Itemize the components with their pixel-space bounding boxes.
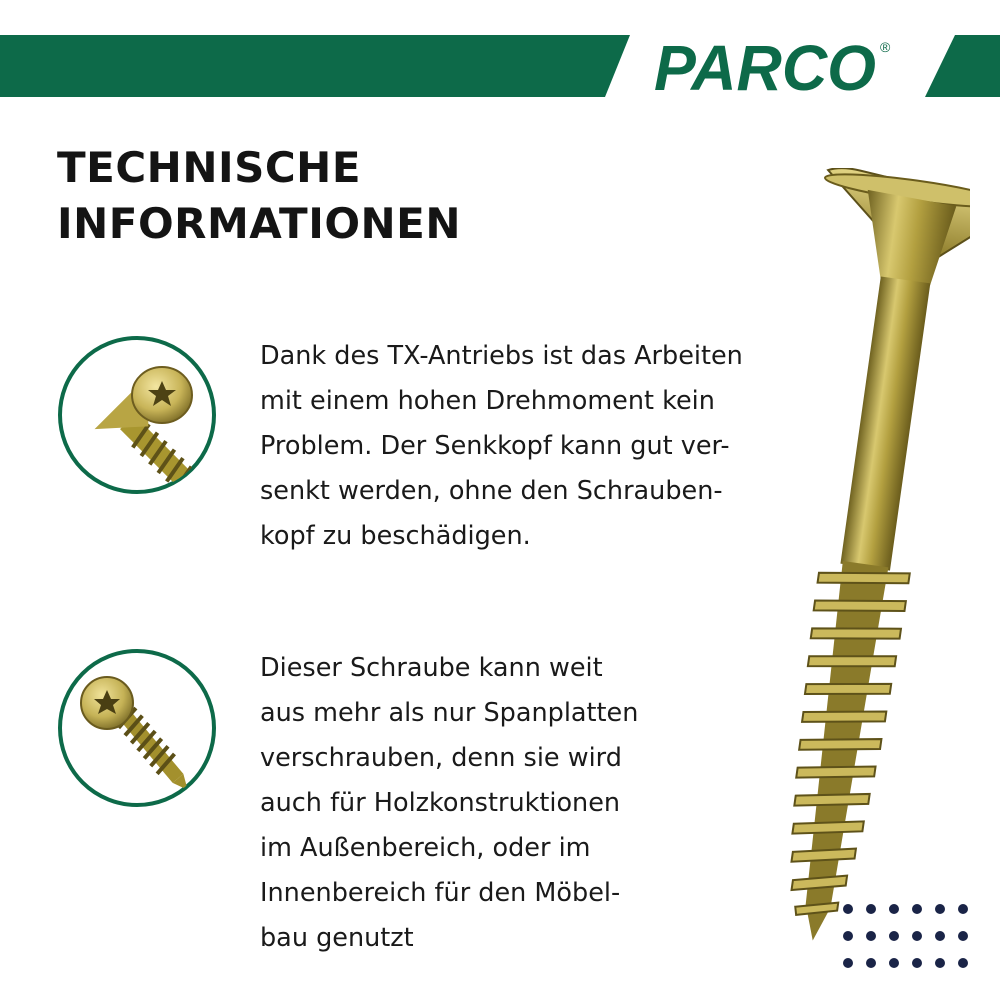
screw-head-closeup-icon: [57, 335, 217, 495]
feature-1-line: Problem. Der Senkkopf kann gut ver-: [260, 431, 730, 461]
decorative-dot-grid: [842, 903, 972, 969]
feature-2-line: Innenbereich für den Möbel-: [260, 878, 621, 908]
page-title: [57, 140, 461, 252]
feature-2-line: bau genutzt: [260, 923, 414, 953]
brand-logo: [650, 34, 910, 98]
feature-2-line: aus mehr als nur Spanplatten: [260, 698, 639, 728]
feature-2-line: verschrauben, denn sie wird: [260, 743, 622, 773]
feature-1-line: mit einem hohen Drehmoment kein: [260, 386, 715, 416]
screw-torx-head-icon: [57, 648, 217, 808]
feature-2-line: Dieser Schraube kann weit: [260, 653, 603, 683]
feature-1-line: Dank des TX-Antriebs ist das Arbeiten: [260, 341, 743, 371]
title-line-2: INFORMATIONEN: [57, 199, 462, 248]
feature-2-line: auch für Holzkonstruktionen: [260, 788, 621, 818]
feature-2-description: [260, 646, 638, 961]
feature-2-line: im Außenbereich, oder im: [260, 833, 591, 863]
feature-1-line: senkt werden, ohne den Schrauben-: [260, 476, 723, 506]
feature-1-line: kopf zu beschädigen.: [260, 521, 531, 551]
product-screw-image: [745, 168, 970, 958]
title-line-1: TECHNISCHE: [57, 143, 362, 192]
feature-1-description: [260, 334, 743, 559]
logo-text: PARCO: [654, 34, 876, 98]
trademark-symbol: ®: [880, 39, 891, 55]
